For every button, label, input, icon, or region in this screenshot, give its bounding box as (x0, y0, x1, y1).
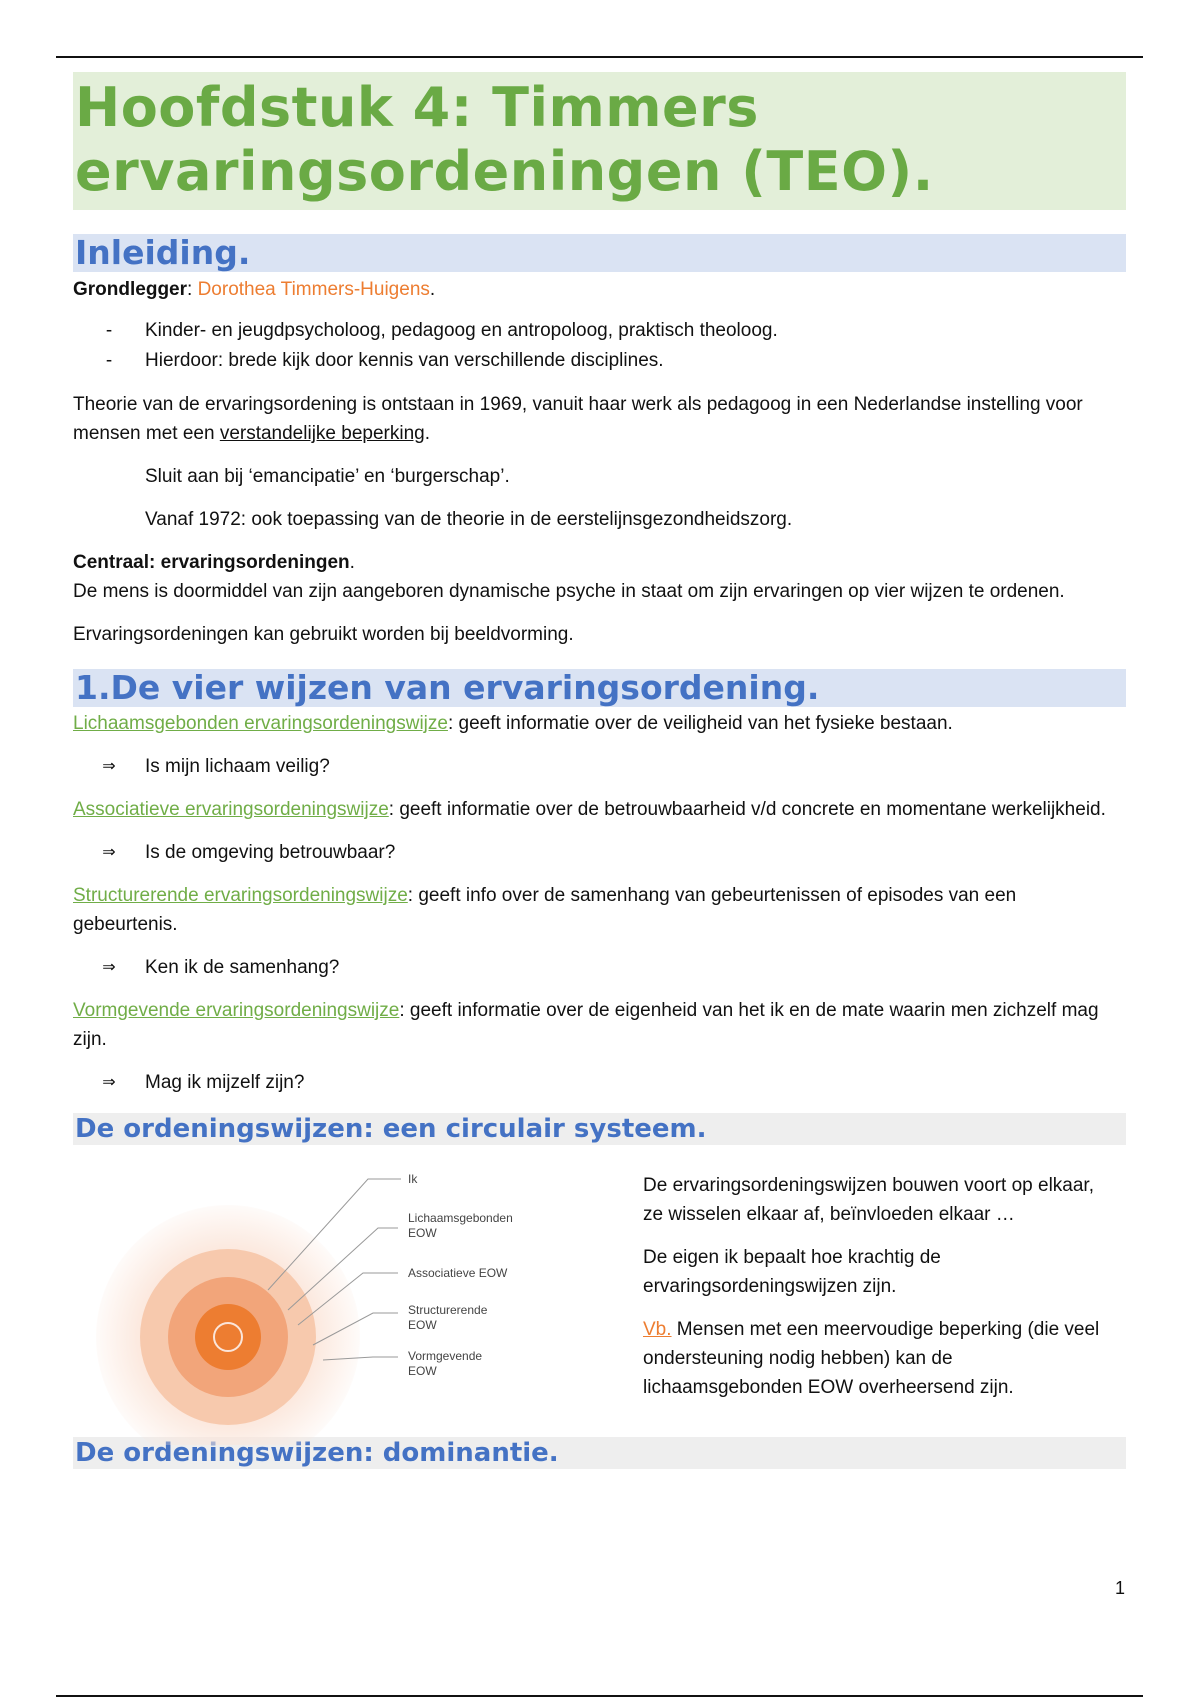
question-row (73, 1068, 1126, 1097)
term-associatief: Associatieve ervaringsordeningswijze (73, 799, 389, 820)
founder-sep: : (187, 279, 198, 300)
since-1972-note: Vanaf 1972: ook toepassing van de theorie in de eerstelijnsgezondheidszorg. (145, 509, 793, 530)
definition-vormgevend (73, 996, 1126, 1054)
concentric-diagram (73, 1145, 633, 1445)
bullet-item (73, 316, 1126, 346)
theory-end: . (424, 423, 430, 444)
emancipation-note: Sluit aan bij ‘emancipatie’ en ‘burgerschap’. (145, 466, 510, 487)
founder-line (73, 275, 1126, 304)
central-end: . (349, 552, 355, 573)
definition-structurerend (73, 881, 1126, 939)
label-structurerende-eow: EOW (408, 1318, 437, 1332)
document-page (73, 72, 1126, 1469)
term-lichaamsgebonden: Lichaamsgebonden ervaringsordeningswijze (73, 713, 448, 734)
circular-p1: De ervaringsordeningswijzen bouwen voort op elkaar, ze wisselen elkaar af, beïnvloeden elkaar … (643, 1175, 1094, 1225)
definition-text: : geeft informatie over de betrouwbaarheid v/d concrete en momentane werkelijkheid. (388, 799, 1106, 820)
label-vormgevende: Vormgevende (408, 1349, 483, 1363)
bottom-rule (56, 1695, 1143, 1697)
central-paragraph: De mens is doormiddel van zijn aangeboren dynamische psyche in staat om zijn ervaringen op vier wijzen te ordenen. (73, 581, 1065, 602)
example-text: Mensen met een meervoudige beperking (die veel ondersteuning nodig hebben) kan de lichaamsgebonden EOW overheersend zijn. (643, 1319, 1100, 1398)
arrow-icon: ⇒ (102, 758, 116, 775)
page-title: Hoofdstuk 4: Timmers ervaringsordeningen (TEO). (73, 72, 1126, 210)
ring-vormgevend (195, 1304, 261, 1370)
term-structurerend: Structurerende ervaringsordeningswijze (73, 885, 408, 906)
theory-paragraph (73, 390, 1126, 448)
question-text: Ken ik de samenhang? (145, 957, 340, 978)
example-label: Vb. (643, 1319, 672, 1340)
page-number: 1 (1115, 1578, 1126, 1598)
bullet-text: Kinder- en jeugdpsycholoog, pedagoog en antropoloog, praktisch theoloog. (145, 320, 778, 341)
bullet-dash: - (105, 350, 113, 371)
label-vormgevende-eow: EOW (408, 1364, 437, 1378)
question-text: Is mijn lichaam veilig? (145, 756, 330, 777)
central-line (73, 548, 1126, 577)
founder-name: Dorothea Timmers-Huigens (197, 279, 430, 300)
question-row (73, 953, 1126, 982)
label-ik: Ik (408, 1172, 418, 1186)
definition-text: : geeft info over de samenhang van gebeurtenissen of episodes van een gebeurtenis. (73, 885, 1017, 935)
term-vormgevend: Vormgevende ervaringsordeningswijze (73, 1000, 400, 1021)
heading-inleiding: Inleiding. (73, 234, 1126, 272)
question-row (73, 838, 1126, 867)
question-text: Mag ik mijzelf zijn? (145, 1072, 305, 1093)
theory-text: Theorie van de ervaringsordening is ontstaan in 1969, vanuit haar werk als pedagoog in een Nederlandse instelling voor mensen met een (73, 394, 1083, 444)
heading-dominantie: De ordeningswijzen: dominantie. (73, 1437, 1126, 1469)
usage-paragraph: Ervaringsordeningen kan gebruikt worden bij beeldvorming. (73, 624, 574, 645)
founder-end: . (429, 279, 436, 300)
top-rule (56, 56, 1143, 58)
label-lichaamsgebonden-eow: EOW (408, 1226, 437, 1240)
label-lichaamsgebonden: Lichaamsgebonden (408, 1211, 513, 1225)
theory-underlined: verstandelijke beperking (219, 423, 425, 444)
question-row (73, 752, 1126, 781)
heading-vier-wijzen: 1.De vier wijzen van ervaringsordening. (73, 669, 1126, 707)
bullet-dash: - (105, 320, 113, 341)
circular-p2: De eigen ik bepaalt hoe krachtig de ervaringsordeningswijzen zijn. (643, 1247, 941, 1297)
bullet-text: Hierdoor: brede kijk door kennis van verschillende disciplines. (145, 350, 664, 371)
label-associatieve-eow: Associatieve EOW (408, 1266, 508, 1280)
circular-example (643, 1315, 1113, 1402)
central-label: Centraal: ervaringsordeningen (73, 552, 350, 573)
circular-section (73, 1145, 1126, 1445)
heading-circulair: De ordeningswijzen: een circulair systeem. (73, 1113, 1126, 1145)
definition-text: : geeft informatie over de veiligheid van het fysieke bestaan. (447, 713, 953, 734)
definition-text: : geeft informatie over de eigenheid van het ik en de mate waarin men zichzelf mag zijn. (73, 1000, 1099, 1050)
bullet-item (73, 346, 1126, 376)
question-text: Is de omgeving betrouwbaar? (145, 842, 396, 863)
definition-body (73, 709, 1126, 738)
founder-label: Grondlegger (73, 279, 188, 300)
definition-associatief (73, 795, 1126, 824)
circular-explanation (643, 1171, 1113, 1402)
arrow-icon: ⇒ (102, 1074, 116, 1091)
arrow-icon: ⇒ (102, 844, 116, 861)
arrow-icon: ⇒ (102, 959, 116, 976)
label-structurerende: Structurerende (408, 1303, 488, 1317)
